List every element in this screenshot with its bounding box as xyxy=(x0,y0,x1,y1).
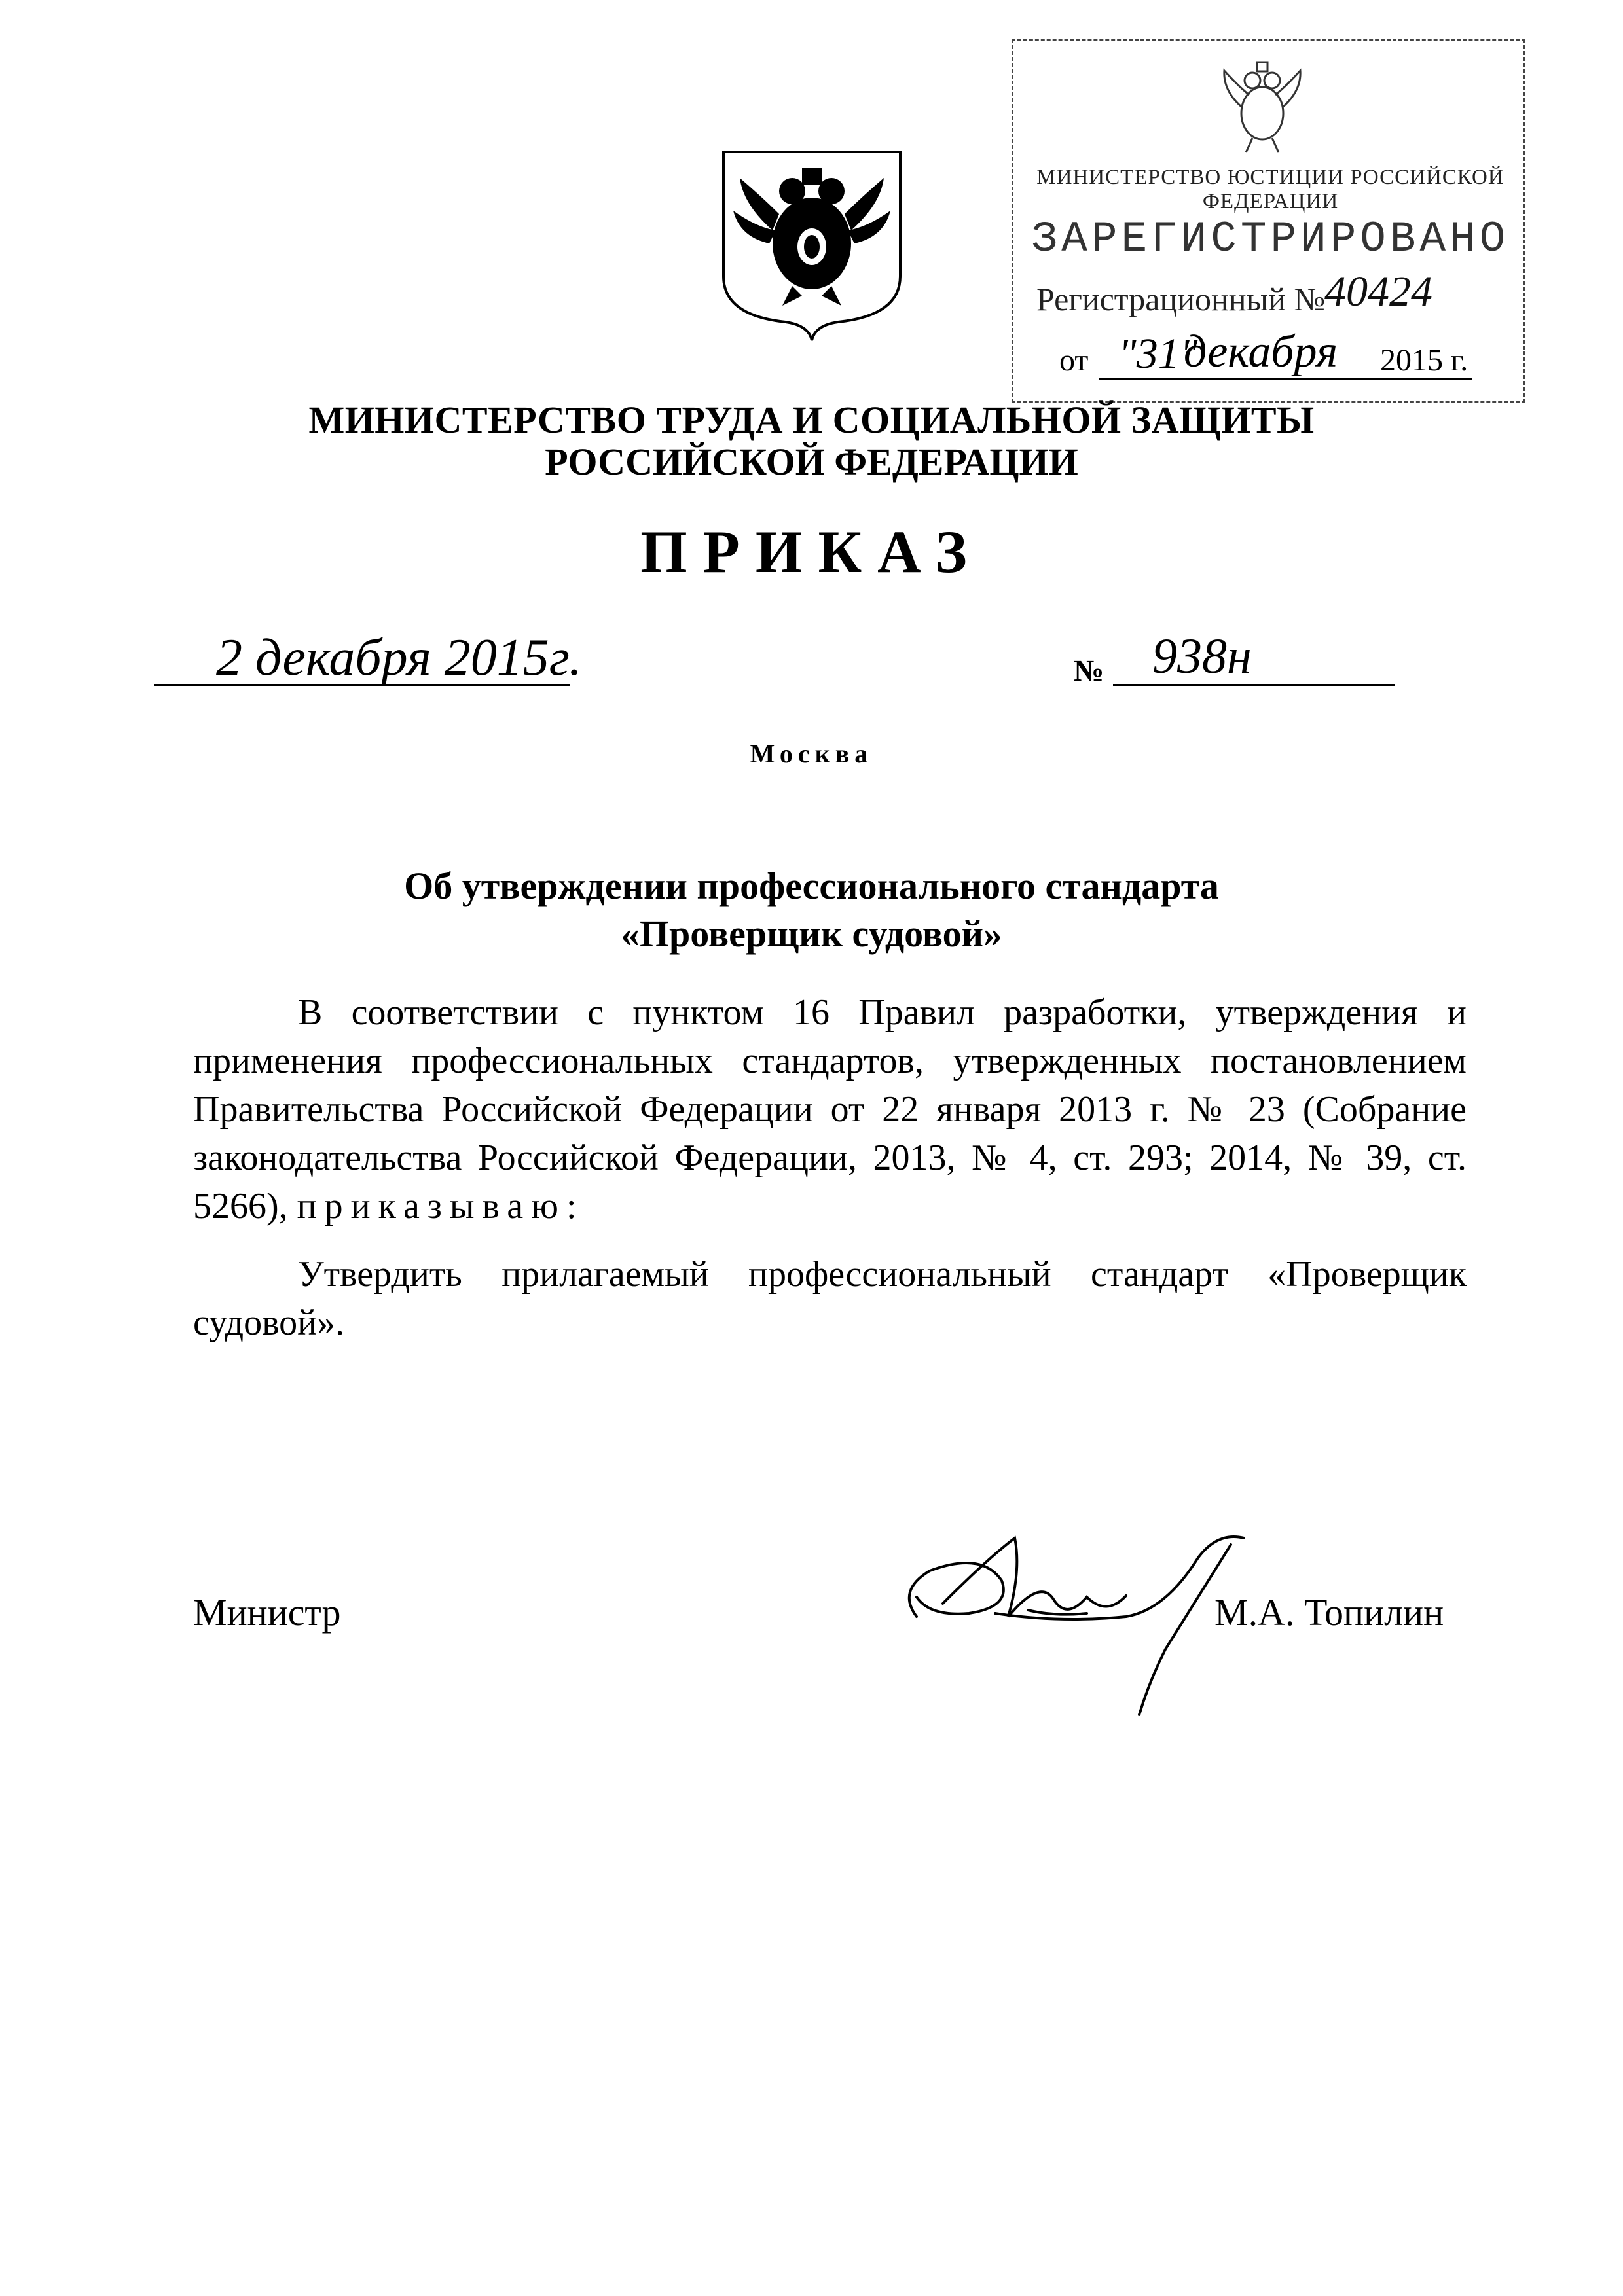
body-paragraph-2: Утвердить прилагаемый профессиональный стандарт «Проверщик судовой». xyxy=(193,1254,1467,1343)
registration-stamp xyxy=(1012,39,1525,403)
body-paragraph-1 xyxy=(193,988,1467,1230)
order-number-sign: № xyxy=(1074,654,1104,687)
coat-of-arms-emblem xyxy=(717,145,907,342)
stamp-emblem-icon xyxy=(1216,54,1308,159)
subject-line1: Об утверждении профессионального стандарта xyxy=(404,865,1219,907)
ministry-name-line1: МИНИСТЕРСТВО ТРУДА И СОЦИАЛЬНОЙ ЗАЩИТЫ xyxy=(308,399,1315,441)
stamp-date-underline xyxy=(1099,378,1472,380)
signatory-name: М.А. Топилин xyxy=(1214,1591,1444,1634)
order-city: Москва xyxy=(750,739,873,768)
handwritten-signature xyxy=(890,1518,1257,1728)
signatory-title: Министр xyxy=(193,1591,341,1634)
order-date-underline xyxy=(154,684,570,686)
order-number: 938н xyxy=(1152,629,1252,684)
stamp-day: "31" xyxy=(1118,330,1198,378)
subject-line2: «Проверщик судовой» xyxy=(620,912,1003,955)
stamp-ministry-label: МИНИСТЕРСТВО ЮСТИЦИИ РОССИЙСКОЙ ФЕДЕРАЦИИ xyxy=(1036,166,1504,213)
order-command: приказываю: xyxy=(297,1186,585,1227)
body-paragraph-1-text: В соответствии с пунктом 16 Правил разработки, утверждения и применения профессиональных стандартов, утвержденных постановлением Правительства Российской Федерации от 22 января 2013 г. № 23 (Собрание законодательства Российской Федерации, 2013, № 4, ст. 293; 2014, № 39, ст. 5266), xyxy=(193,992,1467,1227)
stamp-year: 2015 г. xyxy=(1380,343,1468,378)
order-date: 2 декабря 2015г. xyxy=(216,629,582,687)
stamp-registration-number: 40424 xyxy=(1324,268,1432,315)
stamp-date-prefix: от xyxy=(1059,343,1089,378)
document-type-title: ПРИКАЗ xyxy=(640,518,983,585)
stamp-registration-label: Регистрационный № xyxy=(1036,281,1326,317)
ministry-name-line2: РОССИЙСКОЙ ФЕДЕРАЦИИ xyxy=(545,440,1078,483)
stamp-status: ЗАРЕГИСТРИРОВАНО xyxy=(1031,215,1510,264)
order-number-underline xyxy=(1113,684,1395,686)
stamp-month: декабря xyxy=(1184,327,1338,377)
